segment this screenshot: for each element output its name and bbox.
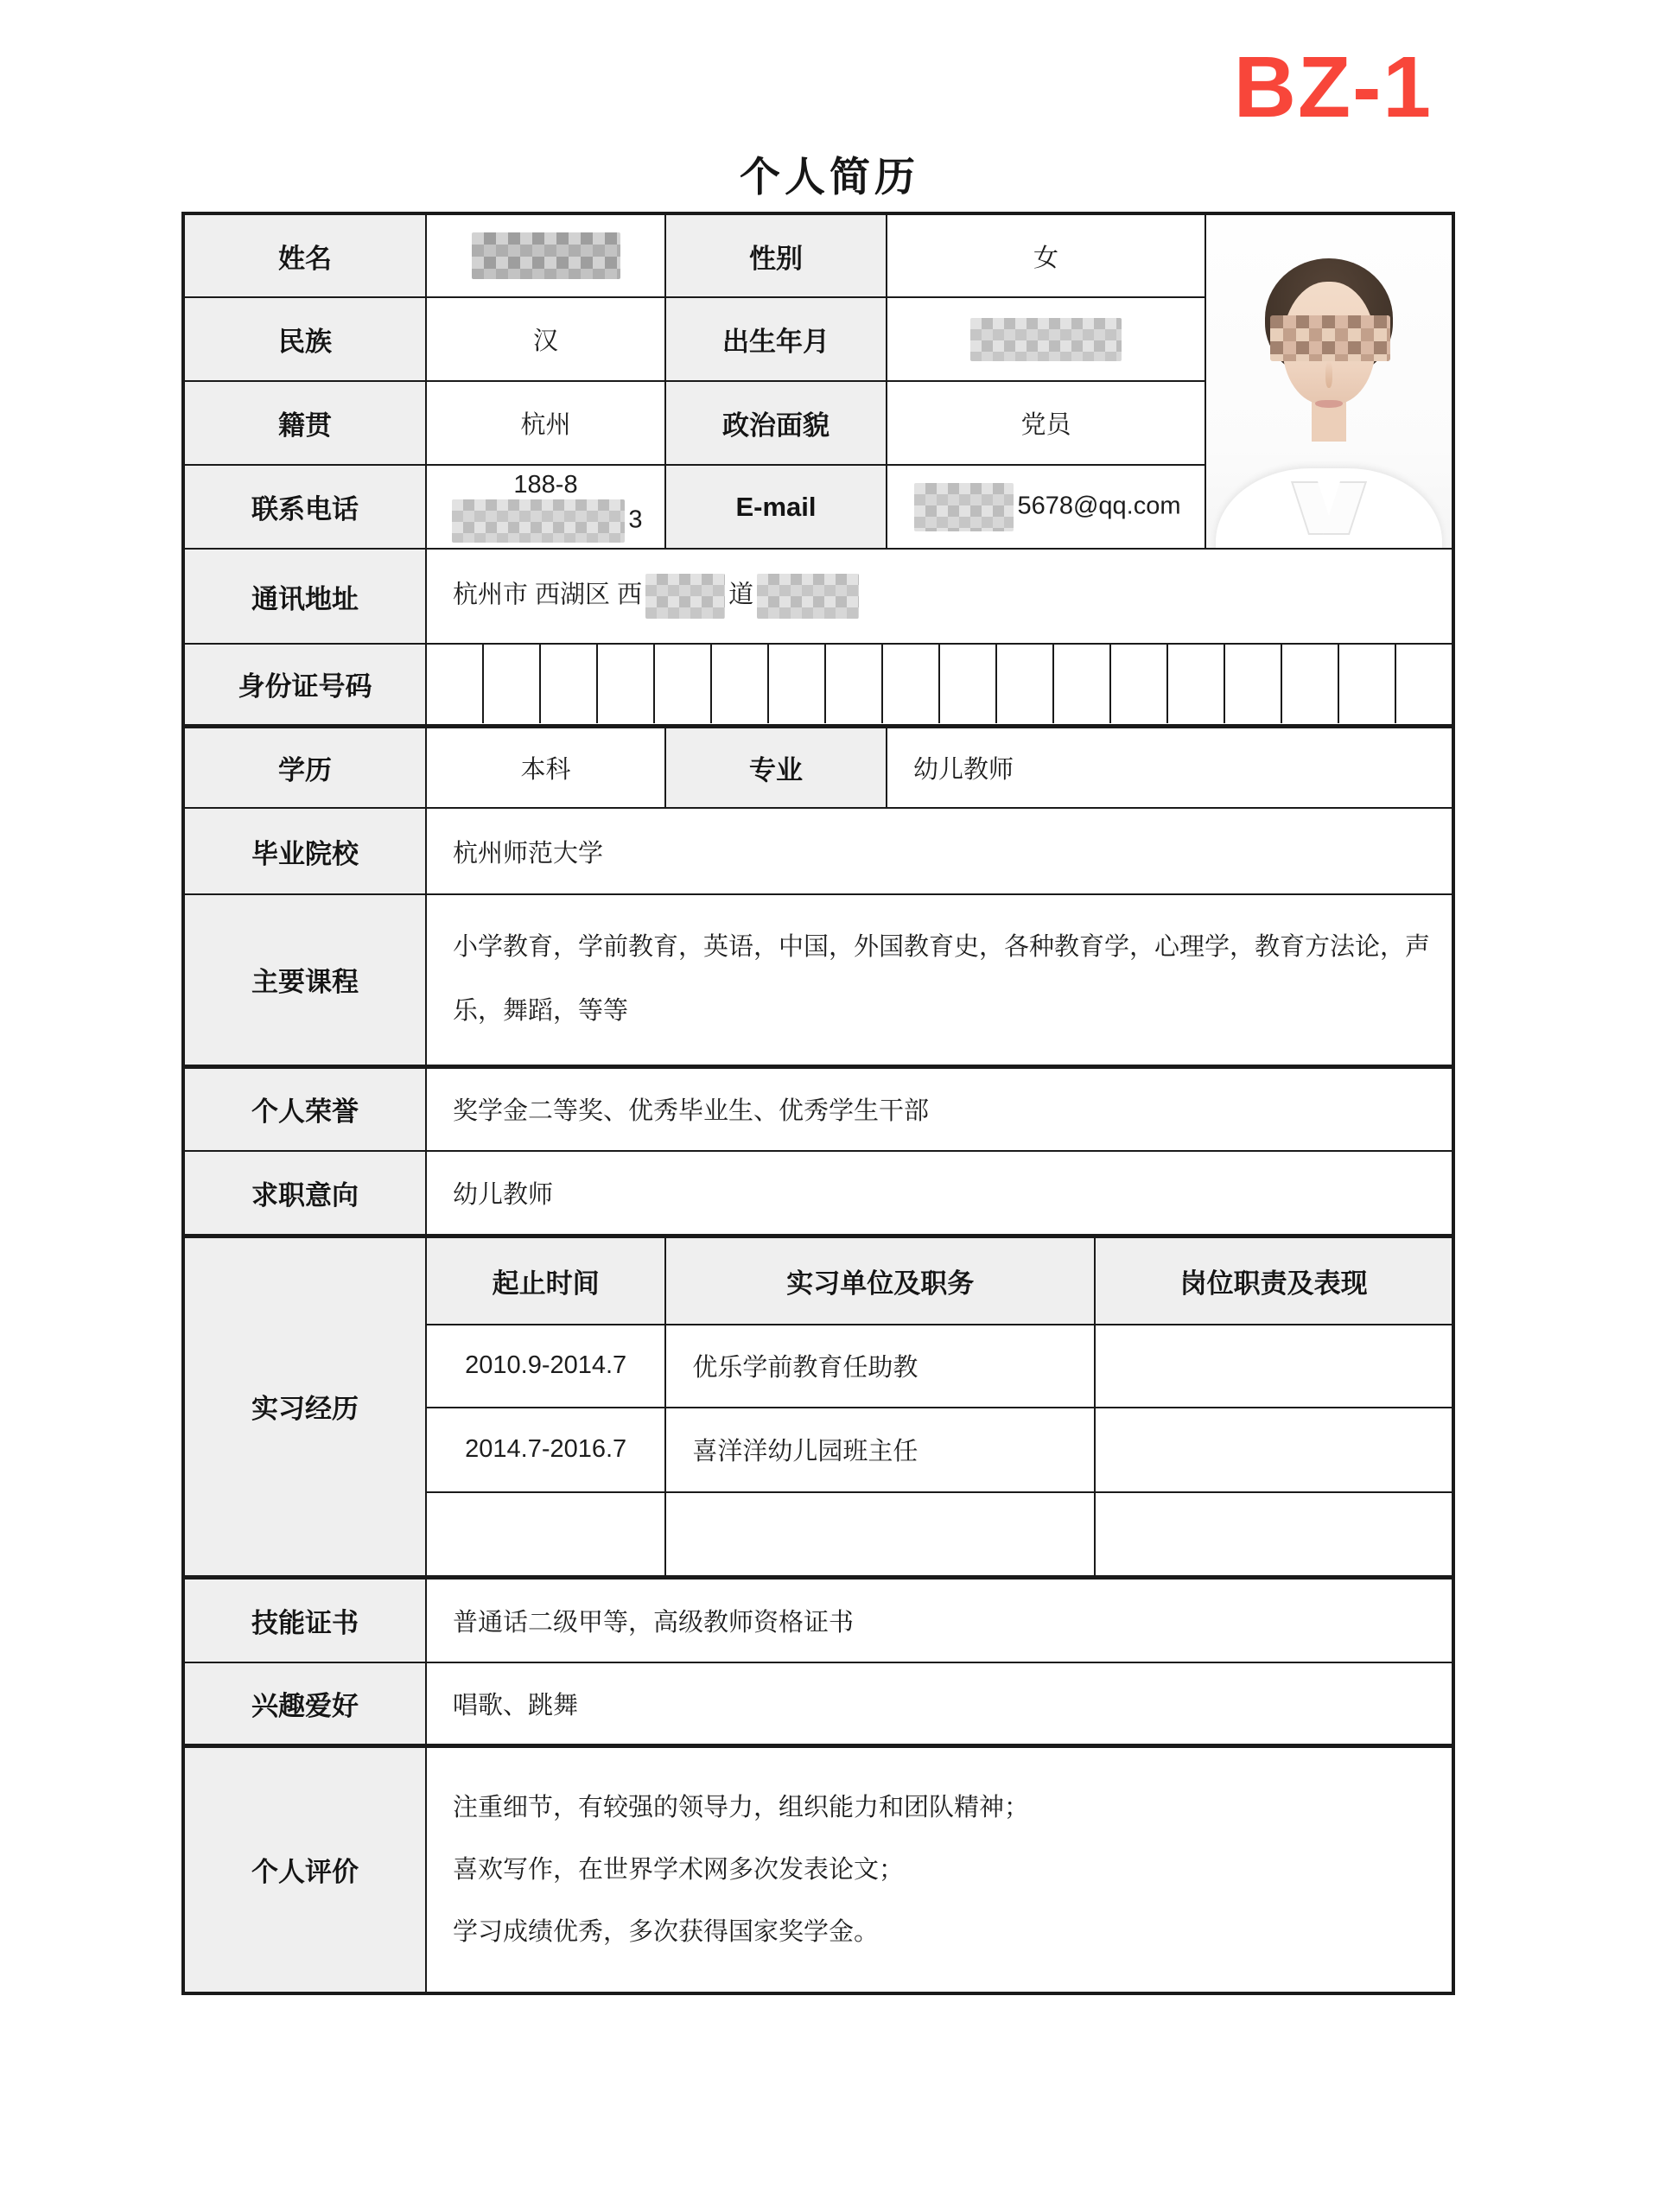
internship-unit: 优乐学前教育任助教: [665, 1325, 1095, 1408]
major-value: 幼儿教师: [887, 726, 1453, 808]
origin-label: 籍贯: [183, 381, 426, 465]
internship-duty: [1095, 1492, 1452, 1575]
gender-value: 女: [887, 213, 1205, 297]
id-digit-cell: [710, 645, 767, 723]
address-value: [426, 549, 1453, 644]
phone-value: [426, 465, 665, 549]
redacted-phone-block: [452, 499, 625, 543]
internship-section-label: 实习经历: [183, 1236, 426, 1577]
address-mid: 道: [728, 581, 754, 609]
id-digit-cell: [427, 645, 482, 723]
degree-label: 学历: [183, 726, 426, 808]
internship-subtable-cell: [426, 1236, 1453, 1577]
redacted-address-block-1: [645, 574, 725, 619]
page-title: 个人简历: [740, 154, 919, 200]
email-suffix: 5678@qq.com: [1017, 492, 1181, 520]
id-digit-cell: [1338, 645, 1395, 723]
internship-row: [427, 1325, 1452, 1408]
internship-header-period: 起止时间: [427, 1238, 665, 1325]
phone-prefix: 188-8: [513, 471, 578, 499]
photo-shirt: [1216, 468, 1441, 548]
evaluation-line: 学习成绩优秀，多次获得国家奖学金。: [453, 1917, 880, 1946]
template-code-badge: BZ-1: [1233, 39, 1433, 136]
applicant-photo: [1206, 215, 1452, 548]
internship-header-unit: 实习单位及职务: [665, 1238, 1095, 1325]
school-label: 毕业院校: [183, 808, 426, 894]
address-prefix: 杭州市 西湖区 西: [453, 581, 643, 609]
id-digit-cell: [1224, 645, 1281, 723]
id-number-cells: [426, 644, 1453, 726]
political-label: 政治面貌: [665, 381, 887, 465]
id-digit-cell: [938, 645, 995, 723]
address-label: 通讯地址: [183, 549, 426, 644]
birth-value: [887, 297, 1205, 381]
redacted-birthdate-block: [970, 318, 1122, 361]
redacted-address-block-2: [757, 574, 859, 619]
id-digit-cell: [1166, 645, 1224, 723]
id-number-label: 身份证号码: [183, 644, 426, 726]
id-digit-cell: [1052, 645, 1109, 723]
id-digit-cell: [1395, 645, 1452, 723]
cert-label: 技能证书: [183, 1577, 426, 1662]
id-digit-cell: [824, 645, 881, 723]
evaluation-value: [426, 1745, 1453, 1993]
email-label: E-mail: [665, 465, 887, 549]
hobby-label: 兴趣爱好: [183, 1662, 426, 1745]
id-digit-cell: [482, 645, 539, 723]
school-value: 杭州师范大学: [426, 808, 1453, 894]
ethnic-label: 民族: [183, 297, 426, 381]
honors-label: 个人荣誉: [183, 1066, 426, 1151]
internship-period: [427, 1492, 665, 1575]
major-label: 专业: [665, 726, 887, 808]
redacted-email-block: [914, 483, 1014, 531]
courses-label: 主要课程: [183, 894, 426, 1066]
id-digit-cell: [1281, 645, 1338, 723]
phone-label: 联系电话: [183, 465, 426, 549]
id-digit-cell: [539, 645, 596, 723]
evaluation-line: 注重细节，有较强的领导力，组织能力和团队精神；: [453, 1793, 1030, 1821]
courses-value: 小学教育，学前教育，英语，中国，外国教育史，各种教育学，心理学，教育方法论，声乐，舞蹈，等等: [426, 894, 1453, 1066]
ethnic-value: 汉: [426, 297, 665, 381]
degree-value: 本科: [426, 726, 665, 808]
phone-suffix: 3: [628, 505, 643, 534]
pixelated-eyes-overlay: [1270, 315, 1390, 362]
photo-nose: [1325, 361, 1333, 388]
internship-subtable: [427, 1238, 1452, 1575]
internship-header-duty: 岗位职责及表现: [1095, 1238, 1452, 1325]
internship-unit: 喜洋洋幼儿园班主任: [665, 1408, 1095, 1492]
id-digit-cell: [596, 645, 653, 723]
internship-row: [427, 1492, 1452, 1575]
id-digit-cell: [767, 645, 824, 723]
internship-period: 2014.7-2016.7: [427, 1408, 665, 1492]
cert-value: 普通话二级甲等，高级教师资格证书: [426, 1577, 1453, 1662]
internship-duty: [1095, 1325, 1452, 1408]
resume-table: [181, 212, 1455, 1995]
photo-cell: [1205, 213, 1453, 549]
id-digit-grid: [427, 645, 1452, 723]
id-digit-cell: [653, 645, 710, 723]
hobby-value: 唱歌、跳舞: [426, 1662, 1453, 1745]
internship-row: [427, 1408, 1452, 1492]
email-value: [887, 465, 1205, 549]
gender-label: 性别: [665, 213, 887, 297]
political-value: 党员: [887, 381, 1205, 465]
evaluation-line: 喜欢写作，在世界学术网多次发表论文；: [453, 1855, 905, 1884]
internship-duty: [1095, 1408, 1452, 1492]
id-digit-cell: [995, 645, 1052, 723]
evaluation-label: 个人评价: [183, 1745, 426, 1993]
objective-label: 求职意向: [183, 1151, 426, 1236]
internship-period: 2010.9-2014.7: [427, 1325, 665, 1408]
internship-unit: [665, 1492, 1095, 1575]
redacted-name-block: [472, 232, 620, 279]
photo-lips: [1315, 400, 1342, 408]
birth-label: 出生年月: [665, 297, 887, 381]
id-digit-cell: [881, 645, 938, 723]
objective-value: 幼儿教师: [426, 1151, 1453, 1236]
name-value: [426, 213, 665, 297]
name-label: 姓名: [183, 213, 426, 297]
honors-value: 奖学金二等奖、优秀毕业生、优秀学生干部: [426, 1066, 1453, 1151]
id-digit-cell: [1109, 645, 1166, 723]
origin-value: 杭州: [426, 381, 665, 465]
